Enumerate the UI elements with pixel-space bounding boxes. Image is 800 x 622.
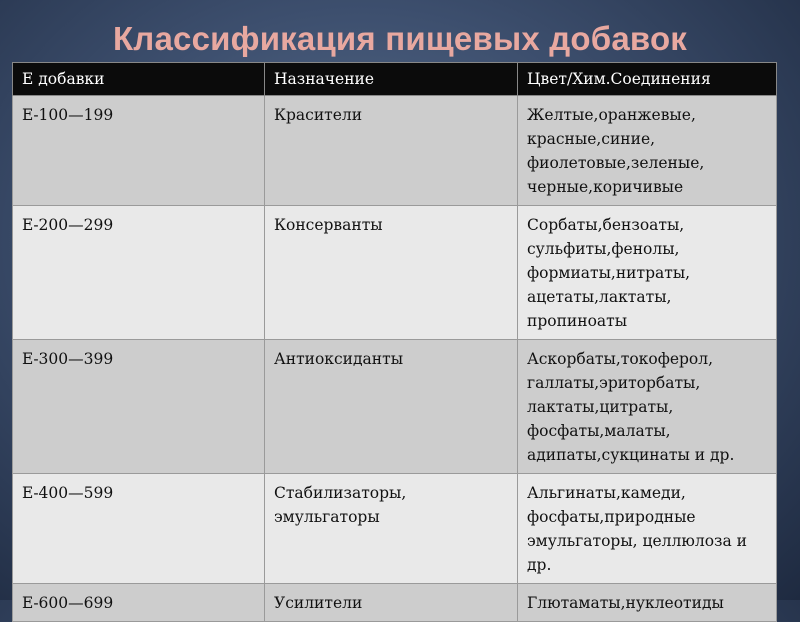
cell-e-code: Е-100—199 xyxy=(13,96,265,206)
cell-chemicals: Сорбаты,бензоаты, сульфиты,фенолы, формиаты,нитраты, ацетаты,лактаты, пропиноаты xyxy=(518,206,777,340)
cell-chemicals: Желтые,оранжевые, красные,синие, фиолетовые,зеленые, черные,коричивые xyxy=(518,96,777,206)
cell-purpose: Консерванты xyxy=(265,206,518,340)
cell-purpose: Усилители xyxy=(265,584,518,622)
cell-chemicals: Аскорбаты,токоферол, галлаты,эриторбаты, лактаты,цитраты, фосфаты,малаты, адипаты,сукцинаты и др. xyxy=(518,340,777,474)
table-header-row xyxy=(13,63,777,96)
cell-e-code: Е-600—699 xyxy=(13,584,265,622)
cell-purpose: Красители xyxy=(265,96,518,206)
cell-e-code: Е-200—299 xyxy=(13,206,265,340)
table-row xyxy=(13,96,777,206)
cell-purpose: Антиоксиданты xyxy=(265,340,518,474)
cell-e-code: Е-300—399 xyxy=(13,340,265,474)
table-row xyxy=(13,474,777,584)
table-row xyxy=(13,584,777,622)
header-purpose: Назначение xyxy=(265,63,518,96)
cell-chemicals: Глютаматы,нуклеотиды xyxy=(518,584,777,622)
cell-e-code: Е-400—599 xyxy=(13,474,265,584)
header-e-code: Е добавки xyxy=(13,63,265,96)
table-row xyxy=(13,340,777,474)
slide-title: Классификация пищевых добавок xyxy=(112,20,688,57)
table-row xyxy=(13,206,777,340)
cell-purpose: Стабилизаторы, эмульгаторы xyxy=(265,474,518,584)
additives-table xyxy=(12,62,777,622)
cell-chemicals: Альгинаты,камеди, фосфаты,природные эмульгаторы, целлюлоза и др. xyxy=(518,474,777,584)
header-color-chemicals: Цвет/Хим.Соединения xyxy=(518,63,777,96)
